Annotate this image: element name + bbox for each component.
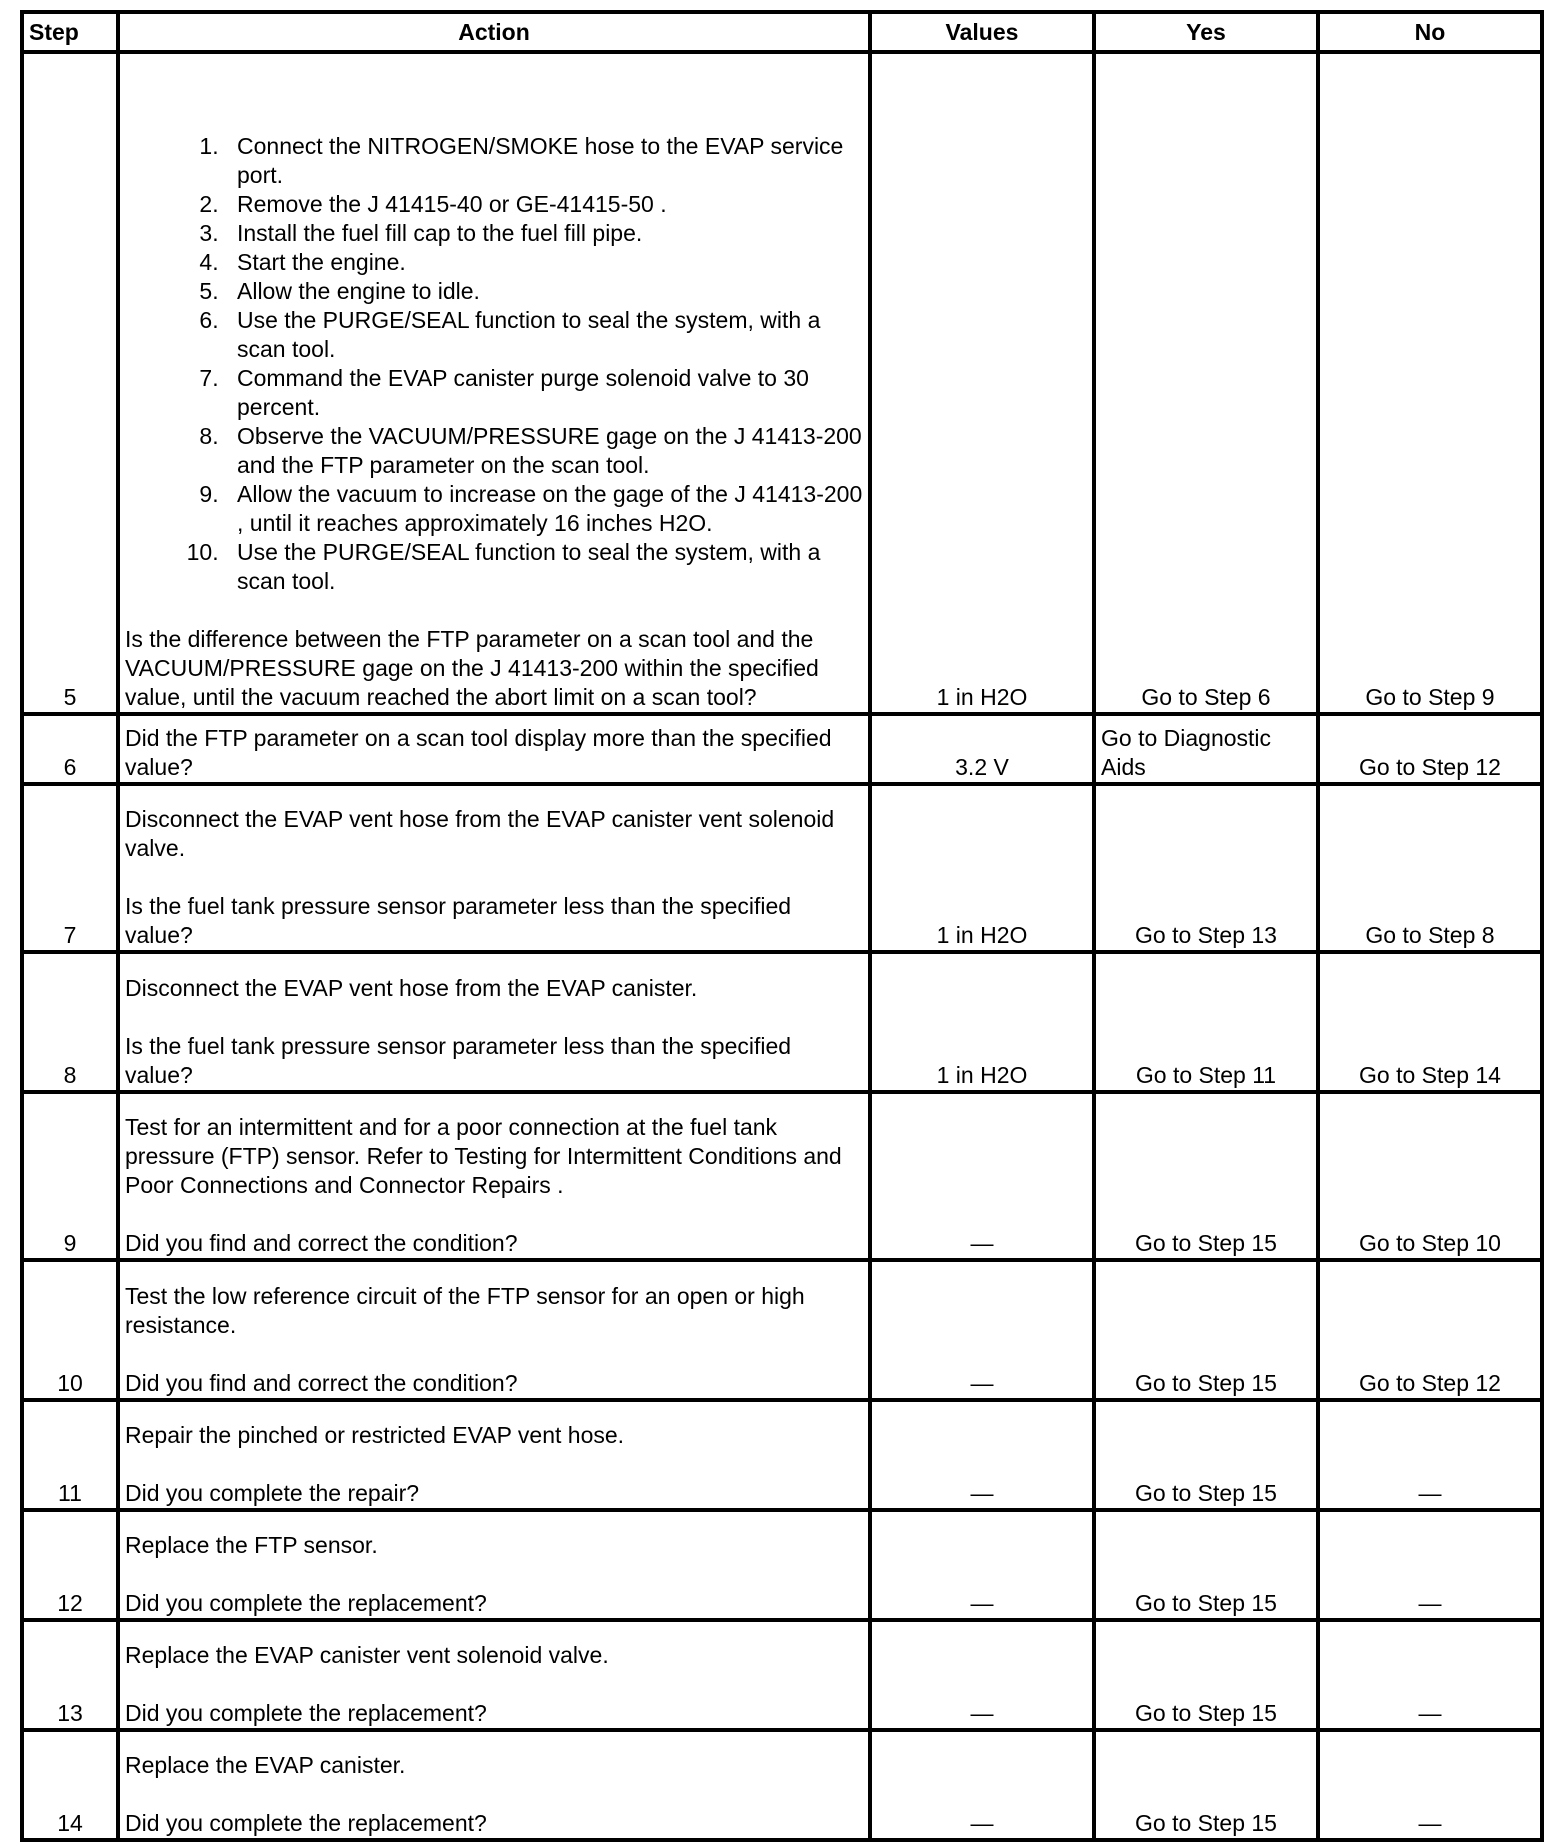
step-number: 7 (22, 784, 118, 952)
step-number: 14 (22, 1730, 118, 1840)
step-question: Did you complete the repair? (125, 1480, 420, 1506)
no-cell: — (1318, 1400, 1542, 1510)
step-number: 9 (22, 1092, 118, 1260)
header-values: Values (870, 12, 1094, 52)
yes-cell: Go to Step 15 (1094, 1092, 1318, 1260)
step-action-text: Replace the EVAP canister. (125, 1752, 406, 1778)
step-question: Is the fuel tank pressure sensor parameter less than the specified value? (125, 1033, 792, 1088)
values-cell: — (870, 1260, 1094, 1400)
action-cell (118, 1400, 870, 1510)
action-cell (118, 1092, 870, 1260)
step-question: Did you find and correct the condition? (125, 1230, 518, 1256)
step-action-text: Replace the FTP sensor. (125, 1532, 378, 1558)
instruction-item: 6. Use the PURGE/SEAL function to seal the system, with a scan tool. (225, 306, 863, 364)
yes-cell: Go to Step 13 (1094, 784, 1318, 952)
yes-cell: Go to Step 11 (1094, 952, 1318, 1092)
table-row-step-13 (22, 1620, 1542, 1730)
table-row-step-5 (22, 52, 1542, 714)
no-cell: Go to Step 12 (1318, 1260, 1542, 1400)
header-no: No (1318, 12, 1542, 52)
values-cell: 1 in H2O (870, 952, 1094, 1092)
no-cell: Go to Step 10 (1318, 1092, 1542, 1260)
values-cell: 1 in H2O (870, 52, 1094, 714)
instruction-item: 1. Connect the NITROGEN/SMOKE hose to the EVAP service port. (225, 132, 863, 190)
table-row-step-6 (22, 714, 1542, 784)
table-row-step-8 (22, 952, 1542, 1092)
table-row-step-10 (22, 1260, 1542, 1400)
step-number: 12 (22, 1510, 118, 1620)
table-row-step-14 (22, 1730, 1542, 1840)
action-cell (118, 52, 870, 714)
no-cell: Go to Step 14 (1318, 952, 1542, 1092)
step-action-text: Disconnect the EVAP vent hose from the EVAP canister vent solenoid valve. (125, 806, 835, 861)
action-cell (118, 714, 870, 784)
step-number: 5 (22, 52, 118, 714)
step-number: 8 (22, 952, 118, 1092)
values-cell: 3.2 V (870, 714, 1094, 784)
instruction-list (125, 132, 863, 596)
step-question: Did you find and correct the condition? (125, 1370, 518, 1396)
yes-cell: Go to Step 15 (1094, 1260, 1318, 1400)
instruction-item: 2. Remove the J 41415-40 or GE-41415-50 . (225, 190, 863, 219)
no-cell: Go to Step 12 (1318, 714, 1542, 784)
table-row-step-12 (22, 1510, 1542, 1620)
action-cell (118, 1510, 870, 1620)
step-action-text: Test for an intermittent and for a poor connection at the fuel tank pressure (FTP) sensor. Refer to Testing for Intermittent Conditions and Poor Connections and Connector Repairs . (125, 1114, 842, 1198)
values-cell: — (870, 1400, 1094, 1510)
step-action-text: Repair the pinched or restricted EVAP vent hose. (125, 1422, 625, 1448)
values-cell: — (870, 1620, 1094, 1730)
action-cell (118, 784, 870, 952)
step-action-text: Disconnect the EVAP vent hose from the EVAP canister. (125, 975, 698, 1001)
diagnostic-table (20, 10, 1544, 1842)
no-cell: — (1318, 1510, 1542, 1620)
instruction-item: 3. Install the fuel fill cap to the fuel fill pipe. (225, 219, 863, 248)
values-cell: — (870, 1510, 1094, 1620)
values-cell: — (870, 1092, 1094, 1260)
step-number: 10 (22, 1260, 118, 1400)
step-number: 13 (22, 1620, 118, 1730)
header-action: Action (118, 12, 870, 52)
step-number: 6 (22, 714, 118, 784)
yes-cell: Go to Step 6 (1094, 52, 1318, 714)
action-cell (118, 1620, 870, 1730)
no-cell: Go to Step 8 (1318, 784, 1542, 952)
instruction-item: 5. Allow the engine to idle. (225, 277, 863, 306)
yes-cell: Go to Step 15 (1094, 1510, 1318, 1620)
values-cell: 1 in H2O (870, 784, 1094, 952)
step-number: 11 (22, 1400, 118, 1510)
instruction-item: 4. Start the engine. (225, 248, 863, 277)
instruction-item: 9. Allow the vacuum to increase on the gage of the J 41413-200 , until it reaches approximately 16 inches H2O. (225, 480, 863, 538)
step-question: Did you complete the replacement? (125, 1700, 487, 1726)
step-question: Is the difference between the FTP parameter on a scan tool and the VACUUM/PRESSURE gage on the J 41413-200 within the specified value, until the vacuum reached the abort limit on a scan tool? (125, 626, 819, 710)
step-question: Did you complete the replacement? (125, 1590, 487, 1616)
action-cell (118, 1730, 870, 1840)
table-row-step-11 (22, 1400, 1542, 1510)
action-cell (118, 952, 870, 1092)
instruction-item: 8. Observe the VACUUM/PRESSURE gage on the J 41413-200 and the FTP parameter on the scan tool. (225, 422, 863, 480)
no-cell: — (1318, 1620, 1542, 1730)
step-action-text: Replace the EVAP canister vent solenoid valve. (125, 1642, 609, 1668)
instruction-item: 7. Command the EVAP canister purge solenoid valve to 30 percent. (225, 364, 863, 422)
header-yes: Yes (1094, 12, 1318, 52)
step-question: Did you complete the replacement? (125, 1810, 487, 1836)
instruction-item: 10. Use the PURGE/SEAL function to seal the system, with a scan tool. (225, 538, 863, 596)
table-row-step-7 (22, 784, 1542, 952)
no-cell: — (1318, 1730, 1542, 1840)
step-action-text: Test the low reference circuit of the FTP sensor for an open or high resistance. (125, 1283, 805, 1338)
header-step: Step (22, 12, 118, 52)
no-cell: Go to Step 9 (1318, 52, 1542, 714)
step-action-text: Did the FTP parameter on a scan tool display more than the specified value? (125, 725, 832, 780)
yes-cell: Go to Step 15 (1094, 1730, 1318, 1840)
step-question: Is the fuel tank pressure sensor parameter less than the specified value? (125, 893, 792, 948)
yes-cell: Go to Step 15 (1094, 1400, 1318, 1510)
table-row-step-9 (22, 1092, 1542, 1260)
header-row (22, 12, 1542, 52)
yes-cell: Go to Step 15 (1094, 1620, 1318, 1730)
values-cell: — (870, 1730, 1094, 1840)
yes-cell: Go to Diagnostic Aids (1094, 714, 1318, 784)
action-cell (118, 1260, 870, 1400)
